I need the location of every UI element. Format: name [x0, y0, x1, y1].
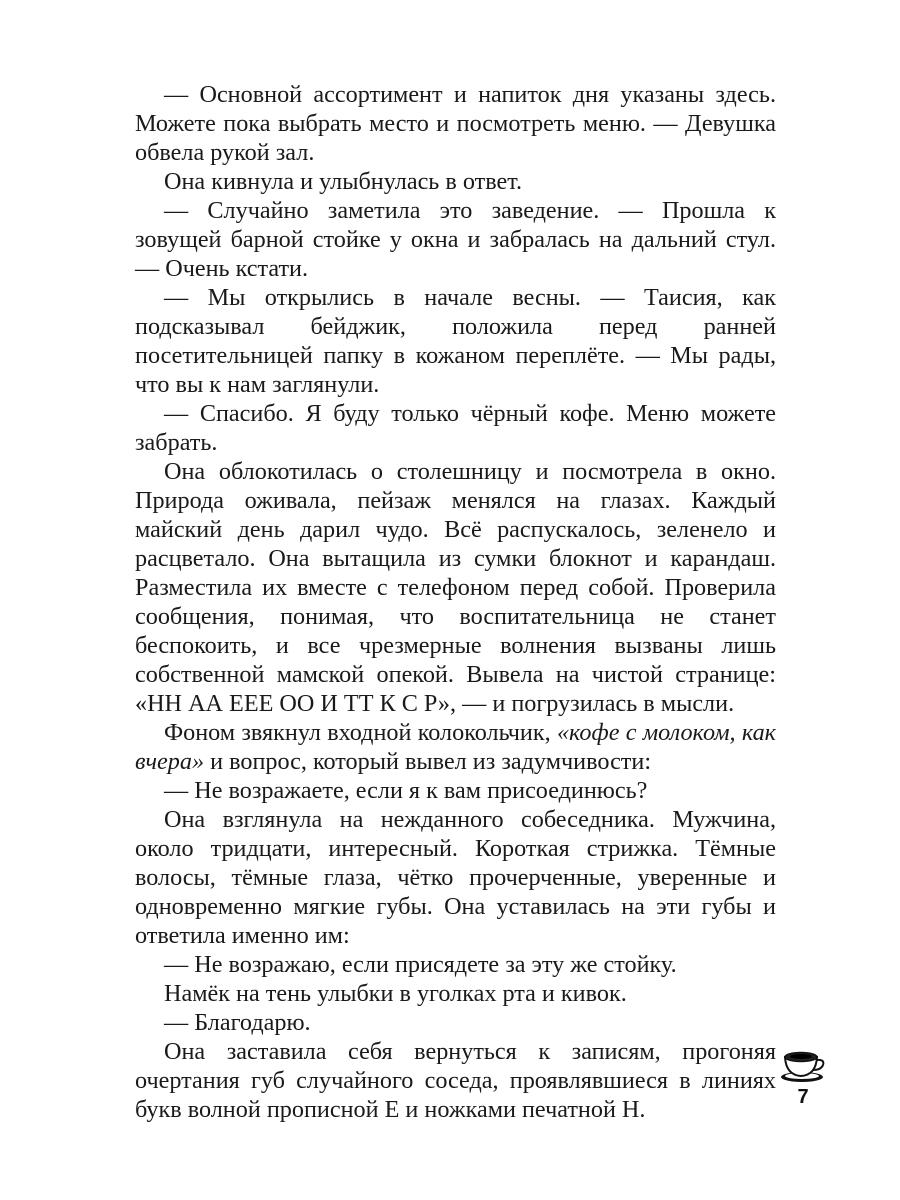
paragraph: — Не возражаю, если присядете за эту же стойку. — [164, 951, 677, 978]
paragraph: Она кивнула и улыбнулась в ответ. — [164, 168, 523, 195]
coffee-cup-icon — [779, 1048, 829, 1084]
paragraph: — Благодарю. — [164, 1009, 311, 1036]
paragraph: — Спасибо. Я буду только чёрный кофе. Меню можете забрать. — [135, 400, 776, 456]
paragraph: Она облокотилась о столешницу и посмотрела в окно. Природа оживала, пейзаж менялся на глазах. Каждый майский день дарил чудо. Всё распускалось, зеленело и расцветало. Она вытащила из сумки блокнот и карандаш. Разместила их вместе с телефоном перед собой. Проверила сообщения, понимая, что воспитательница не станет беспокоить, и все чрезмерные волнения вызваны лишь собственной мамской опекой. Вывела на чистой странице: «НН АА ЕЕЕ ОО И ТТ К С Р», — и погрузилась в мысли. — [135, 458, 776, 717]
page-body-text — [135, 80, 776, 1124]
paragraph: — Не возражаете, если я к вам присоединюсь? — [164, 777, 648, 804]
paragraph: Она взглянула на нежданного собеседника. Мужчина, около тридцати, интересный. Короткая стрижка. Тёмные волосы, тёмные глаза, чётко прочерченные, уверенные и одновременно мягкие губы. Она уставилась на эти губы и ответила именно им: — [135, 806, 776, 949]
paragraph — [135, 718, 776, 776]
paragraph: — Случайно заметила это заведение. — Прошла к зовущей барной стойке у окна и забралась на дальний стул. — Очень кстати. — [135, 197, 776, 282]
paragraph: Намёк на тень улыбки в уголках рта и кивок. — [164, 980, 627, 1007]
italic-quote: «кофе с молоком, как вчера» — [135, 719, 776, 775]
paragraph: — Мы открылись в начале весны. — Таисия, как подсказывал бейджик, положила перед ранней посетительницей папку в кожаном переплёте. — Мы рады, что вы к нам заглянули. — [135, 284, 776, 398]
paragraph: — Основной ассортимент и напиток дня указаны здесь. Можете пока выбрать место и посмотреть меню. — Девушка обвела рукой зал. — [135, 81, 776, 166]
paragraph-text: и вопрос, который вывел из задумчивости: — [204, 748, 652, 775]
paragraph-text: Фоном звякнул входной колокольчик, — [164, 719, 557, 746]
paragraph: Она заставила себя вернуться к записям, прогоняя очертания губ случайного соседа, проявлявшиеся в линиях букв волной прописной Е и ножками печатной Н. — [135, 1038, 776, 1123]
page-number: 7 — [797, 1086, 809, 1108]
